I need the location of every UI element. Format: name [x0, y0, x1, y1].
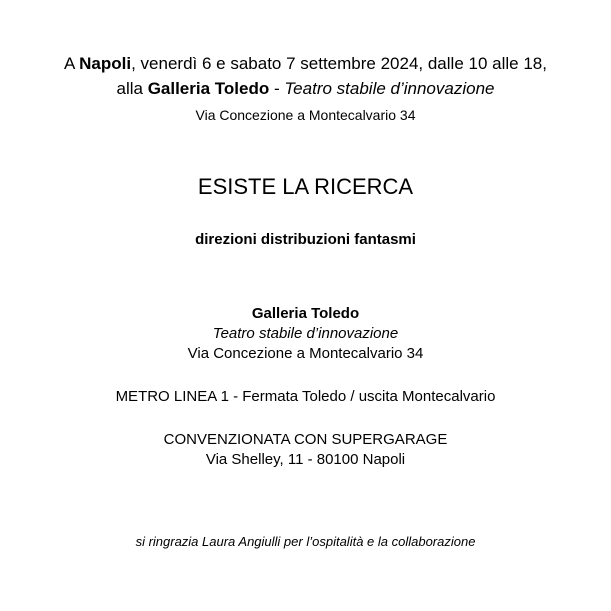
parking-title: CONVENZIONATA CON SUPERGARAGE: [163, 431, 448, 448]
intro-date-time: , venerdì 6 e sabato 7 settembre 2024, dalle 10 alle 18,: [131, 54, 547, 73]
thanks-note: si ringrazia Laura Angiulli per l’ospitalità e la collaborazione: [135, 534, 476, 549]
parking-address: Via Shelley, 11 - 80100 Napoli: [205, 451, 406, 468]
intro-venue-prefix: alla: [116, 79, 148, 98]
intro-address: Via Concezione a Montecalvario 34: [195, 107, 416, 123]
intro-prefix: A: [64, 54, 80, 73]
event-subtitle: direzioni distribuzioni fantasmi: [195, 231, 416, 248]
intro-venue-sep: -: [269, 79, 285, 98]
venue-name: Galleria Toledo: [251, 305, 360, 322]
intro-line-date: [0, 54, 611, 74]
venue-address: Via Concezione a Montecalvario 34: [187, 345, 424, 362]
intro-venue-desc: Teatro stabile d’innovazione: [284, 79, 495, 98]
metro-info: METRO LINEA 1 - Fermata Toledo / uscita Montecalvario: [115, 388, 496, 405]
event-title: ESISTE LA RICERCA: [197, 174, 414, 199]
intro-venue-name: Galleria Toledo: [147, 79, 270, 98]
intro-line-venue: [0, 79, 611, 99]
venue-desc: Teatro stabile d’innovazione: [212, 325, 399, 342]
intro-city: Napoli: [79, 54, 132, 73]
